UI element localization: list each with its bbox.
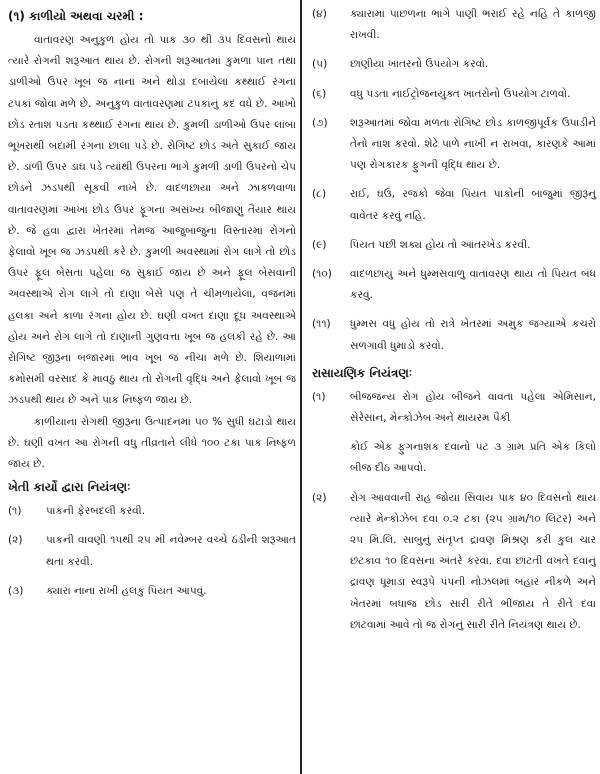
item-number: (૨) <box>312 491 327 504</box>
item-text: રોગ આવવાની રાહ જોયા સિવાય પાક ૪૦ દિવસનો થાય ત્યારે મેન્કોઝેબ દવા ૦.૨ ટકા (૨૫ ગ્રામ/૧૦ લિટર) અને ૨૫ મિ.લિ. સાબુનું સંતૃપ્ત દ્રાવણ મિશ્રણ કરી કુલ ચાર છંટકાવ ૧૦ દિવસના અંતરે કરવા. દવા છાંટતી વખતે દવાનું દ્રાવણ ધૂમાડા સ્વરૂપે પંપની નોઝલમાં બહાર નીકળે અને ખેતરમાં બધાજ છોડ સારી રીતે ભીંજાય તે રીતે દવા છાંટવામાં આવે તો જ રોગનું સારી રીતે નિયંત્રણ થાય છે. <box>350 491 596 631</box>
item-number: (૧૧) <box>312 318 331 331</box>
item-number: (૩) <box>8 584 24 597</box>
right-column <box>302 0 600 644</box>
list-item <box>312 184 596 226</box>
item-text: પાકની ફેરબદલી કરવી. <box>46 505 146 518</box>
list-item <box>312 4 596 46</box>
list-item <box>8 581 296 602</box>
item-text: ક્યારામાં પાછળના ભાગે પાણી ભરાઈ રહે નહિ તે કાળજી રાખવી. <box>350 8 596 42</box>
disease-heading: (૧) કાળીયો અથવા ચરમી : <box>8 9 144 23</box>
list-item <box>312 387 596 429</box>
list-item <box>312 235 596 256</box>
yield-loss-paragraph: કાળીયાના રોગથી જીરૂના ઉત્પાદનમાં ૫૦ % સુધી ઘટાડો થાય છે. ઘણી વખત આ રોગની વધુ તીવ્રતાને લીધે ૧૦૦ ટકા પાક નિષ્ફળ જાય છે. <box>8 415 296 471</box>
item-number: (૮) <box>312 188 327 201</box>
item-text: પાકની વાવણી ૧૫થી ૨૫ મી નવેમ્બર વચ્ચે ઠંડીની શરૂઆત થતા કરવી. <box>46 534 296 568</box>
item-text: છાણીયા ખાતરનો ઉપયોગ કરવો. <box>350 58 489 71</box>
item-number: (૭) <box>312 116 328 129</box>
list-item <box>8 530 296 572</box>
item-number: (૪) <box>312 8 327 20</box>
item-text: રાઈ, ઘઉં, રજકો જેવા પિયત પાકોની બાજુમાં જીરૂનું વાવેતર કરવું નહિ. <box>350 188 596 222</box>
list-item <box>312 314 596 356</box>
item-number: (૯) <box>312 238 327 251</box>
item-text: ક્યારા નાના રાખી હલકું પિયત આપવું. <box>46 584 207 597</box>
item-text: પિયત પછી શક્ય હોય તો આંતરખેડ કરવી. <box>350 238 531 251</box>
list-item <box>312 84 596 105</box>
cultural-control-heading: ખેતી કાર્યો દ્વારા નિયંત્રણઃ <box>8 480 131 495</box>
left-column <box>0 0 300 610</box>
item-number: (૧) <box>8 505 22 518</box>
item-text: વાદળછાયું અને ધુમ્મસવાળુ વાતાવરણ થાય તો પિયત બંધ કરવું. <box>350 268 596 302</box>
item-text: બીજજન્ય રોગ હોય બીજને વાવતા પહેલા એમિસાન, સેરેસાન, મેન્કોઝેબ અને થાયરમ પૈકી <box>350 390 596 425</box>
item-text: વધુ પડતા નાઈટ્રોજનયુક્ત ખાતરોનો ઉપયોગ ટાળવો. <box>350 87 571 100</box>
item-number: (૧૦) <box>312 268 332 281</box>
item-number: (૬) <box>312 87 327 100</box>
list-item <box>312 54 596 75</box>
item-continuation: કોઈ એક ફુગનાશક દવાનો ૫ટ ૩ ગ્રામ પ્રતિ એક કિલો બીજ દીઠ આપવો. <box>350 441 596 475</box>
disease-description: વાતાવરણ અનુકુળ હોય તો પાક ૩૦ થી ૩૫ દિવસનો થાય ત્યારે રોગની શરૂઆત થાય છે. રોગની શરૂઆતમાં કુમળા પાન તથા ડાળીઓ ઉપર ખૂબ જ નાના અને થોડા દબાયેલા કથ્થાઈ રંગના ટપકાં જોવા મળે છે. અનુકુળ વાતાવરણમાં ટપકાંનું કદ વધે છે. આખો છોડ રતાશ પડતા કથ્થાઈ રંગના થાય છે. કુમળી ડાળીઓ ઉપર લાંબા ભૂખરાથી બદામી રંગના છાલા પડે છે. રોગિષ્ટ છોડ અંતે સુકાઈ જાય છે. ડાળી ઉપર ડાઘ પડે ત્યાંથી ઉપરના ભાગે કુમળી ડાળી ઉપરનો ચેપ છોડને ઝડપથી સૂકવી નાખે છે. વાદળછાયા અને ઝાકળવાળા વાતાવરણમાં આખા છોડ ઉપર ફૂગના અસંખ્ય બીજાણુ તૈયાર થાય છે. જે હવા દ્વારા ખેતરમાં તેમજ આજુબાજુના વિસ્તારમાં રોગનો ફેલાવો ખૂબ જ ઝડપથી કરે છે. કુમળી અવસ્થામાં રોગ લાગે તો છોડ ઉપર ફૂલ બેસતા પહેલા જ સુકાઈ જાય છે અને ફૂલ બેસવાની અવસ્થાએ રોગ લાગે તો દાણા બેસે પણ તે ચીમળાયેલા, વજનમાં હલકા અને કાળા રંગના હોય છે. ઘણી વખત દાણા દૂધ અવસ્થાએ હોય અને રોગ લાગે તો દાણાની ગુણવત્તા ખૂબ જ હલકી રહે છે. આ રોગિષ્ટ જીરૂના બજારમાં ભાવ ખૂબ જ નીચા મળે છે. શિયાળામાં કમોસમી વરસાદ કે માવઠુ થાય તો રોગની વૃદ્ધિ અને ફેલાવો ખૂબ જ ઝડપથી થાય છે અને પાક નિષ્ફળ જાય છે. <box>8 34 296 407</box>
list-item <box>8 501 296 522</box>
item-text: શરૂઆતમાં જોવા મળતા રોગિષ્ટ છોડ કાળજીપૂર્વક ઉપાડીને તેનો નાશ કરવો. શેઢે પાળે નાખી ન રાખવા, કારણકે આમાં પણ રોગકારક ફુગની વૃદ્ધિ થાય છે. <box>350 116 596 172</box>
item-number: (૧) <box>312 390 326 403</box>
item-text: ધુમ્મસ વધુ હોય તો રાત્રે ખેતરમાં અમુક જગ્યાએ કચરો સળગાવી ધુમાડો કરવો. <box>350 318 596 352</box>
list-item <box>312 488 596 636</box>
item-number: (૨) <box>8 534 23 547</box>
list-item <box>312 264 596 306</box>
chemical-control-heading: રાસાયણિક નિયંત્રણઃ <box>312 365 413 380</box>
list-item <box>312 113 596 177</box>
item-number: (૫) <box>312 58 328 71</box>
